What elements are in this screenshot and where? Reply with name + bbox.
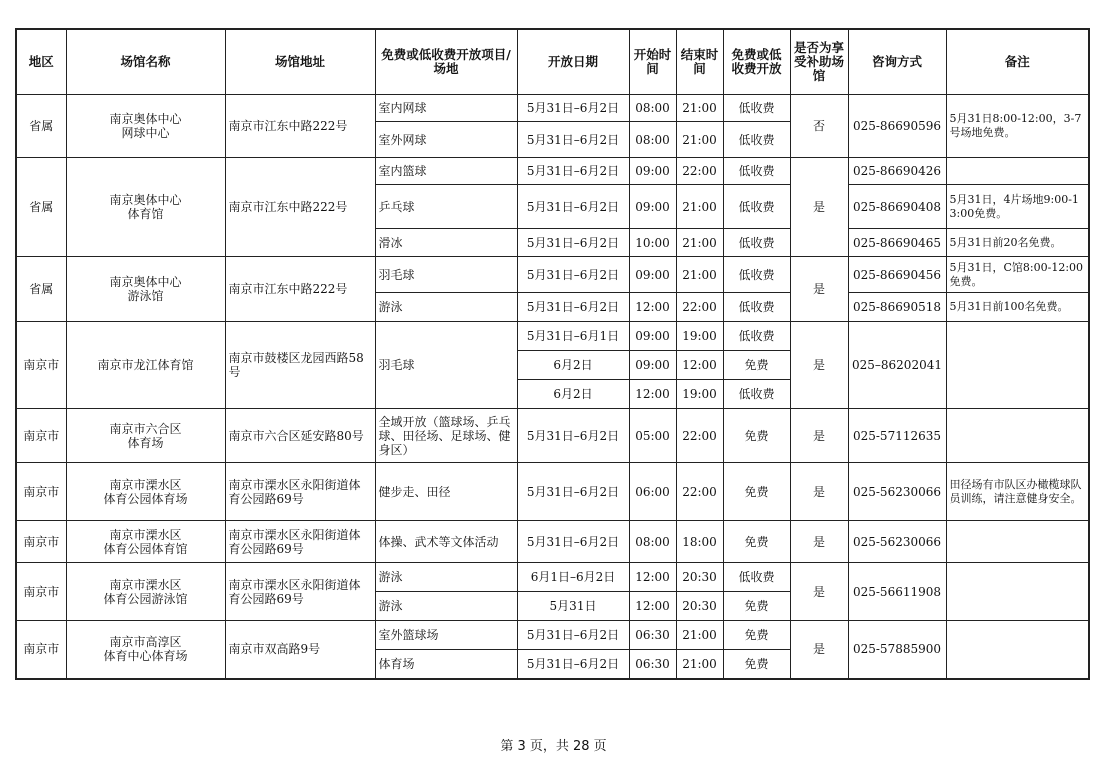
start-time-cell: 12:00 — [629, 380, 676, 409]
open-date-cell: 5月31日–6月2日 — [517, 185, 629, 229]
table-row — [16, 95, 1089, 122]
subsidized-cell: 是 — [790, 521, 848, 563]
fee-type-cell: 低收费 — [723, 158, 790, 185]
remarks-cell — [946, 563, 1089, 621]
table-row — [16, 621, 1089, 650]
open-date-cell: 5月31日–6月2日 — [517, 409, 629, 463]
venue-name-cell: 南京奥体中心 游泳馆 — [66, 257, 225, 322]
open-date-cell: 6月1日–6月2日 — [517, 563, 629, 592]
page-footer: 第 3 页，共 28 页 — [500, 739, 607, 754]
contact-cell: 025-56230066 — [848, 521, 946, 563]
project-cell: 室内篮球 — [375, 158, 517, 185]
end-time-cell: 20:30 — [676, 563, 723, 592]
fee-type-cell: 低收费 — [723, 257, 790, 293]
venue-address-cell: 南京市溧水区永阳街道体育公园路69号 — [225, 463, 375, 521]
subsidized-cell: 是 — [790, 463, 848, 521]
venue-address-cell: 南京市溧水区永阳街道体育公园路69号 — [225, 521, 375, 563]
remarks-cell: 5月31日前100名免费。 — [946, 293, 1089, 322]
region-cell: 南京市 — [16, 409, 66, 463]
header-contact: 咨询方式 — [848, 29, 946, 95]
open-date-cell: 5月31日–6月2日 — [517, 158, 629, 185]
end-time-cell: 21:00 — [676, 229, 723, 257]
project-cell: 游泳 — [375, 592, 517, 621]
contact-cell: 025-86690456 — [848, 257, 946, 293]
fee-type-cell: 免费 — [723, 409, 790, 463]
project-cell: 游泳 — [375, 563, 517, 592]
region-cell: 南京市 — [16, 521, 66, 563]
end-time-cell: 19:00 — [676, 380, 723, 409]
venue-address-cell: 南京市鼓楼区龙园西路58号 — [225, 322, 375, 409]
remarks-cell: 5月31日8:00-12:00，3-7号场地免费。 — [946, 95, 1089, 158]
contact-cell: 025-86690408 — [848, 185, 946, 229]
open-date-cell: 5月31日–6月2日 — [517, 650, 629, 679]
venue-name-cell: 南京市高淳区 体育中心体育场 — [66, 621, 225, 679]
start-time-cell: 12:00 — [629, 563, 676, 592]
start-time-cell: 06:00 — [629, 463, 676, 521]
table-row — [16, 521, 1089, 563]
remarks-cell: 5月31日，C馆8:00-12:00免费。 — [946, 257, 1089, 293]
end-time-cell: 21:00 — [676, 621, 723, 650]
contact-cell: 025-86690426 — [848, 158, 946, 185]
start-time-cell: 12:00 — [629, 592, 676, 621]
end-time-cell: 18:00 — [676, 521, 723, 563]
end-time-cell: 21:00 — [676, 185, 723, 229]
open-date-cell: 6月2日 — [517, 380, 629, 409]
project-cell: 室外篮球场 — [375, 621, 517, 650]
header-start-time: 开始时间 — [629, 29, 676, 95]
table-row — [16, 463, 1089, 521]
start-time-cell: 09:00 — [629, 257, 676, 293]
start-time-cell: 09:00 — [629, 185, 676, 229]
subsidized-cell: 否 — [790, 95, 848, 158]
region-cell: 省属 — [16, 95, 66, 158]
open-date-cell: 5月31日–6月2日 — [517, 293, 629, 322]
table-row — [16, 257, 1089, 293]
start-time-cell: 09:00 — [629, 351, 676, 380]
start-time-cell: 09:00 — [629, 322, 676, 351]
header-end-time: 结束时间 — [676, 29, 723, 95]
table-row — [16, 322, 1089, 351]
end-time-cell: 22:00 — [676, 409, 723, 463]
contact-cell: 025-86690596 — [848, 95, 946, 158]
start-time-cell: 05:00 — [629, 409, 676, 463]
start-time-cell: 10:00 — [629, 229, 676, 257]
contact-cell: 025-57112635 — [848, 409, 946, 463]
table-row — [16, 158, 1089, 185]
fee-type-cell: 低收费 — [723, 293, 790, 322]
fee-type-cell: 低收费 — [723, 229, 790, 257]
start-time-cell: 06:30 — [629, 650, 676, 679]
header-open-date: 开放日期 — [517, 29, 629, 95]
venue-name-cell: 南京奥体中心 体育馆 — [66, 158, 225, 257]
fee-type-cell: 低收费 — [723, 185, 790, 229]
venue-address-cell: 南京市双高路9号 — [225, 621, 375, 679]
fee-type-cell: 低收费 — [723, 322, 790, 351]
fee-type-cell: 免费 — [723, 351, 790, 380]
end-time-cell: 22:00 — [676, 158, 723, 185]
open-date-cell: 5月31日–6月1日 — [517, 322, 629, 351]
project-cell: 游泳 — [375, 293, 517, 322]
venue-address-cell: 南京市溧水区永阳街道体育公园路69号 — [225, 563, 375, 621]
remarks-cell — [946, 409, 1089, 463]
project-cell: 滑冰 — [375, 229, 517, 257]
table-row — [16, 409, 1089, 463]
remarks-cell: 田径场有市队区办橄榄球队员训练，请注意健身安全。 — [946, 463, 1089, 521]
venue-address-cell: 南京市江东中路222号 — [225, 257, 375, 322]
contact-cell: 025-56611908 — [848, 563, 946, 621]
venue-name-cell: 南京市溧水区 体育公园体育场 — [66, 463, 225, 521]
venue-address-cell: 南京市江东中路222号 — [225, 158, 375, 257]
region-cell: 南京市 — [16, 322, 66, 409]
project-cell: 体操、武术等文体活动 — [375, 521, 517, 563]
header-region: 地区 — [16, 29, 66, 95]
contact-cell: 025-57885900 — [848, 621, 946, 679]
subsidized-cell: 是 — [790, 158, 848, 257]
fee-type-cell: 免费 — [723, 650, 790, 679]
subsidized-cell: 是 — [790, 621, 848, 679]
start-time-cell: 08:00 — [629, 95, 676, 122]
project-cell: 羽毛球 — [375, 322, 517, 409]
venue-address-cell: 南京市六合区延安路80号 — [225, 409, 375, 463]
venue-name-cell: 南京市溧水区 体育公园体育馆 — [66, 521, 225, 563]
start-time-cell: 12:00 — [629, 293, 676, 322]
region-cell: 南京市 — [16, 563, 66, 621]
region-cell: 省属 — [16, 257, 66, 322]
start-time-cell: 08:00 — [629, 122, 676, 158]
header-fee-type: 免费或低收费开放 — [723, 29, 790, 95]
end-time-cell: 21:00 — [676, 122, 723, 158]
end-time-cell: 22:00 — [676, 293, 723, 322]
region-cell: 南京市 — [16, 463, 66, 521]
end-time-cell: 20:30 — [676, 592, 723, 621]
venue-name-cell: 南京市六合区 体育场 — [66, 409, 225, 463]
open-date-cell: 5月31日–6月2日 — [517, 257, 629, 293]
remarks-cell — [946, 322, 1089, 409]
remarks-cell — [946, 521, 1089, 563]
start-time-cell: 06:30 — [629, 621, 676, 650]
venue-address-cell: 南京市江东中路222号 — [225, 95, 375, 158]
contact-cell: 025-86690518 — [848, 293, 946, 322]
remarks-cell: 5月31日，4片场地9:00-13:00免费。 — [946, 185, 1089, 229]
open-date-cell: 5月31日–6月2日 — [517, 95, 629, 122]
end-time-cell: 19:00 — [676, 322, 723, 351]
start-time-cell: 08:00 — [629, 521, 676, 563]
region-cell: 省属 — [16, 158, 66, 257]
fee-type-cell: 低收费 — [723, 563, 790, 592]
venue-name-cell: 南京市溧水区 体育公园游泳馆 — [66, 563, 225, 621]
open-date-cell: 5月31日–6月2日 — [517, 122, 629, 158]
end-time-cell: 21:00 — [676, 650, 723, 679]
project-cell: 乒乓球 — [375, 185, 517, 229]
fee-type-cell: 低收费 — [723, 95, 790, 122]
open-date-cell: 5月31日–6月2日 — [517, 463, 629, 521]
project-cell: 室外网球 — [375, 122, 517, 158]
contact-cell: 025-56230066 — [848, 463, 946, 521]
subsidized-cell: 是 — [790, 322, 848, 409]
open-date-cell: 5月31日–6月2日 — [517, 521, 629, 563]
remarks-cell: 5月31日前20名免费。 — [946, 229, 1089, 257]
contact-cell: 025–86202041 — [848, 322, 946, 409]
end-time-cell: 21:00 — [676, 257, 723, 293]
header-project: 免费或低收费开放项目/场地 — [375, 29, 517, 95]
project-cell: 体育场 — [375, 650, 517, 679]
end-time-cell: 12:00 — [676, 351, 723, 380]
open-date-cell: 5月31日 — [517, 592, 629, 621]
header-venue-name: 场馆名称 — [66, 29, 225, 95]
fee-type-cell: 免费 — [723, 621, 790, 650]
project-cell: 全域开放（篮球场、乒乓球、田径场、足球场、健身区） — [375, 409, 517, 463]
header-remarks: 备注 — [946, 29, 1089, 95]
fee-type-cell: 低收费 — [723, 380, 790, 409]
remarks-cell — [946, 621, 1089, 679]
project-cell: 室内网球 — [375, 95, 517, 122]
venue-schedule-table — [15, 28, 1090, 680]
fee-type-cell: 低收费 — [723, 122, 790, 158]
project-cell: 健步走、田径 — [375, 463, 517, 521]
start-time-cell: 09:00 — [629, 158, 676, 185]
open-date-cell: 6月2日 — [517, 351, 629, 380]
fee-type-cell: 免费 — [723, 521, 790, 563]
project-cell: 羽毛球 — [375, 257, 517, 293]
venue-name-cell: 南京奥体中心 网球中心 — [66, 95, 225, 158]
region-cell: 南京市 — [16, 621, 66, 679]
table-header-row — [16, 29, 1089, 95]
open-date-cell: 5月31日–6月2日 — [517, 229, 629, 257]
header-subsidized: 是否为享受补助场馆 — [790, 29, 848, 95]
header-venue-address: 场馆地址 — [225, 29, 375, 95]
fee-type-cell: 免费 — [723, 592, 790, 621]
open-date-cell: 5月31日–6月2日 — [517, 621, 629, 650]
end-time-cell: 22:00 — [676, 463, 723, 521]
subsidized-cell: 是 — [790, 563, 848, 621]
table-body — [16, 95, 1089, 679]
fee-type-cell: 免费 — [723, 463, 790, 521]
end-time-cell: 21:00 — [676, 95, 723, 122]
subsidized-cell: 是 — [790, 409, 848, 463]
remarks-cell — [946, 158, 1089, 185]
venue-name-cell: 南京市龙江体育馆 — [66, 322, 225, 409]
table-row — [16, 563, 1089, 592]
subsidized-cell: 是 — [790, 257, 848, 322]
contact-cell: 025-86690465 — [848, 229, 946, 257]
